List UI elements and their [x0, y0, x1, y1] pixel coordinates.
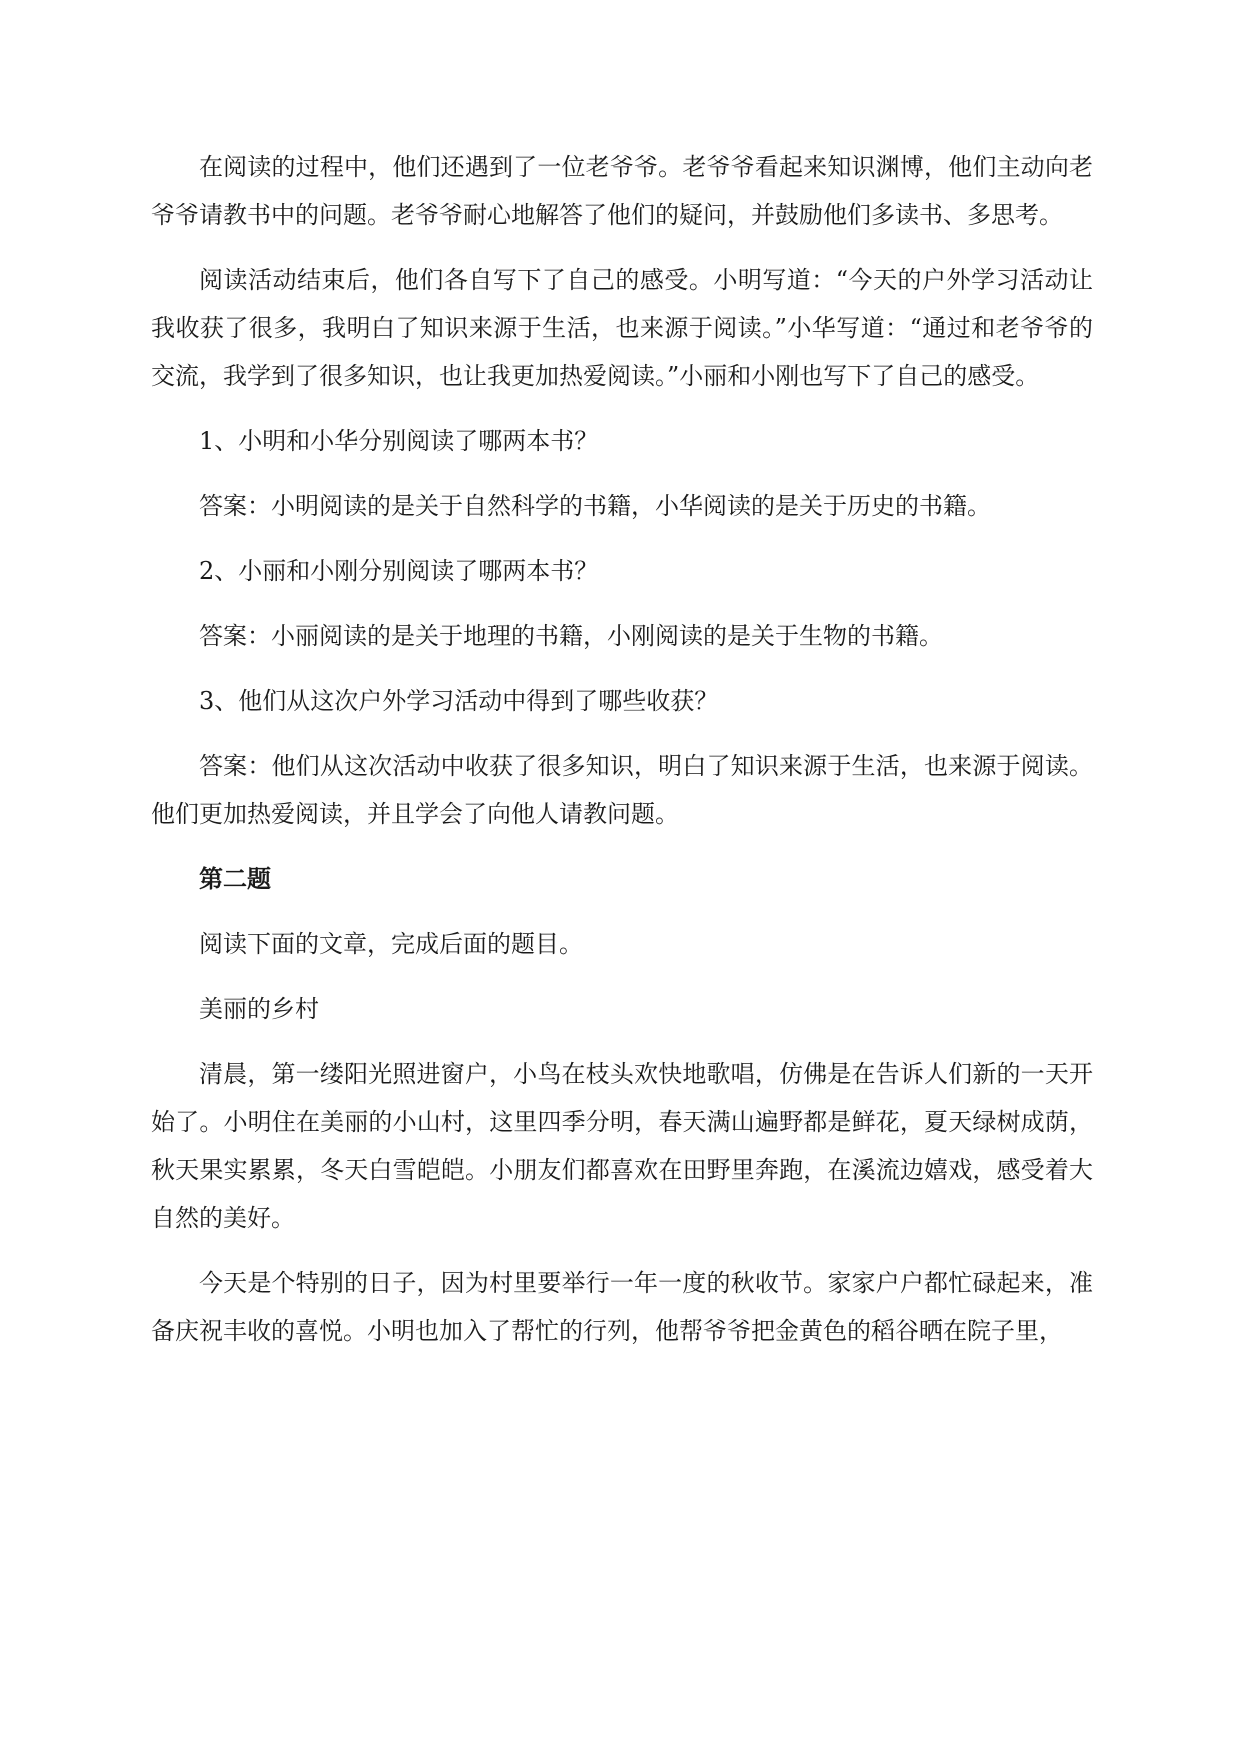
paragraph-old-man: 在阅读的过程中，他们还遇到了一位老爷爷。老爷爷看起来知识渊博，他们主动向老爷爷请教书中的问题。老爷爷耐心地解答了他们的疑问，并鼓励他们多读书、多思考。 [151, 153, 1093, 229]
article-paragraph-2: 今天是个特别的日子，因为村里要举行一年一度的秋收节。家家户户都忙碌起来，准备庆祝丰收的喜悦。小明也加入了帮忙的行列，他帮爷爷把金黄色的稻谷晒在院子里， [151, 1269, 1093, 1345]
question-1: 1、小明和小华分别阅读了哪两本书？ [199, 427, 599, 455]
article-paragraph-1: 清晨，第一缕阳光照进窗户，小鸟在枝头欢快地歌唱，仿佛是在告诉人们新的一天开始了。小明住在美丽的小山村，这里四季分明，春天满山遍野都是鲜花，夏天绿树成荫，秋天果实累累，冬天白雪皑皑。小朋友们都喜欢在田野里奔跑，在溪流边嬉戏，感受着大自然的美好。 [151, 1060, 1093, 1232]
question-3: 3、他们从这次户外学习活动中得到了哪些收获？ [199, 687, 719, 715]
answer-3: 答案：他们从这次活动中收获了很多知识，明白了知识来源于生活，也来源于阅读。他们更加热爱阅读，并且学会了向他人请教问题。 [151, 752, 1093, 828]
question-2: 2、小丽和小刚分别阅读了哪两本书？ [199, 557, 599, 585]
answer-2: 答案：小丽阅读的是关于地理的书籍，小刚阅读的是关于生物的书籍。 [199, 622, 943, 650]
section-heading: 第二题 [199, 864, 271, 893]
article-title: 美丽的乡村 [199, 995, 319, 1023]
answer-1: 答案：小明阅读的是关于自然科学的书籍，小华阅读的是关于历史的书籍。 [199, 492, 991, 520]
document-body [151, 143, 1093, 1372]
instruction: 阅读下面的文章，完成后面的题目。 [199, 930, 583, 958]
paragraph-feelings: 阅读活动结束后，他们各自写下了自己的感受。小明写道：“今天的户外学习活动让我收获了很多，我明白了知识来源于生活，也来源于阅读。”小华写道：“通过和老爷爷的交流，我学到了很多知识，也让我更加热爱阅读。”小丽和小刚也写下了自己的感受。 [151, 266, 1093, 390]
